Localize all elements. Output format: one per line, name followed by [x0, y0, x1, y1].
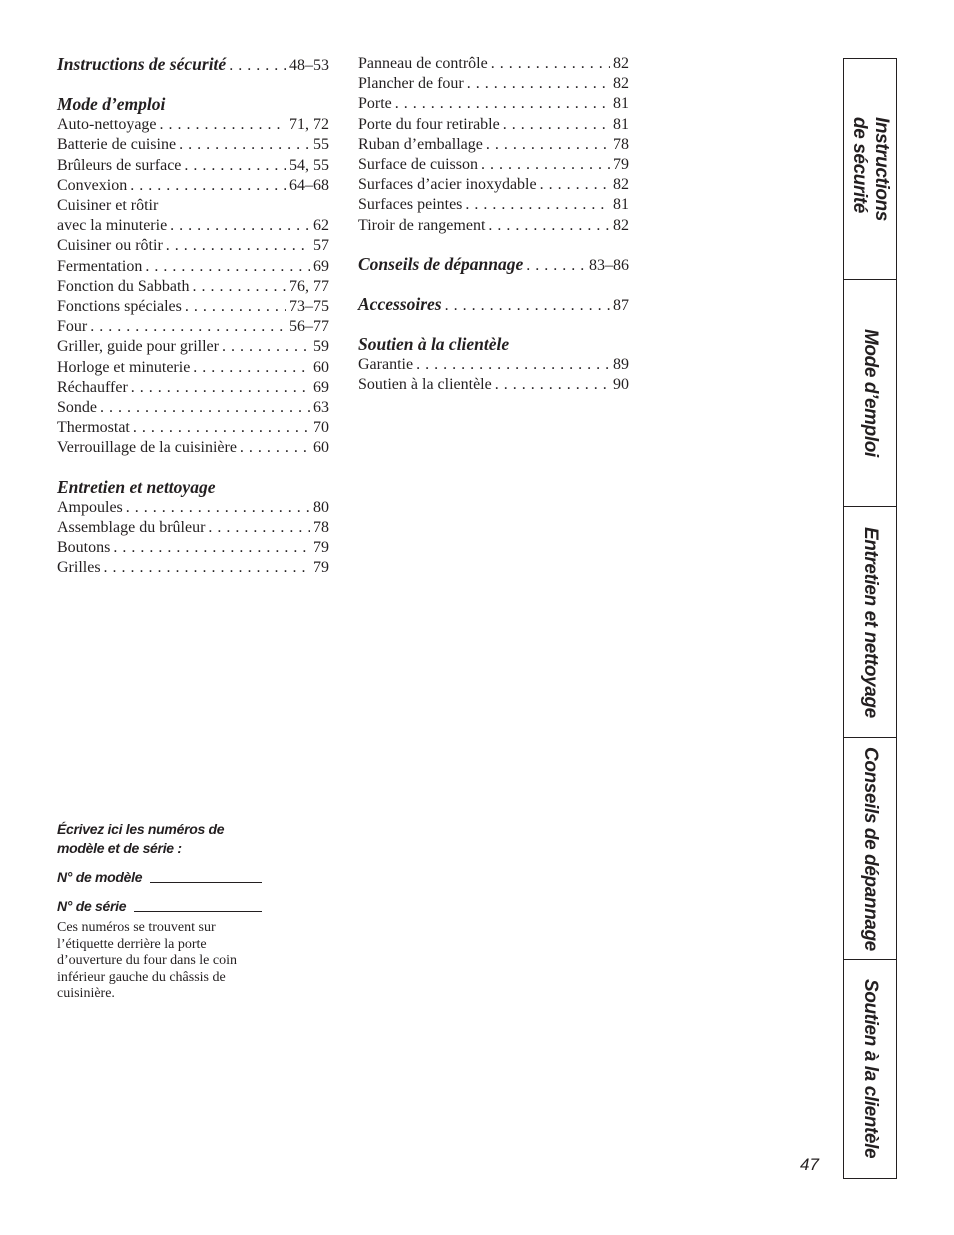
serial-heading: Écrivez ici les numéros de modèle et de série : [57, 821, 225, 856]
model-number-label: N° de modèle [57, 869, 143, 885]
entry-label: Conseils de dépannage [358, 253, 524, 274]
toc-entry [358, 294, 629, 316]
leader-dots [184, 156, 286, 176]
entry-page: 76, 77 [289, 277, 329, 295]
leader-dots [229, 56, 286, 76]
entry-page: 69 [313, 378, 329, 396]
entry-page: 82 [613, 176, 629, 194]
toc-entry [358, 254, 629, 276]
entry-label: Batterie de cuisine [57, 136, 177, 154]
entry-page: 82 [613, 55, 629, 72]
toc-entry [57, 176, 329, 196]
entry-page: 81 [613, 115, 629, 133]
entry-page: 79 [613, 156, 629, 174]
entry-page: 63 [313, 399, 329, 417]
tab-conseils-depannage[interactable] [844, 738, 896, 960]
leader-dots [185, 297, 286, 317]
serial-number-line[interactable] [134, 897, 262, 912]
entry-label: Four [57, 318, 88, 336]
entry-label: Instructions de sécurité [57, 54, 227, 74]
section-heading: Soutien à la clientèle [358, 334, 510, 355]
entry-page: 90 [613, 376, 629, 394]
entry-label: Boutons [57, 539, 111, 557]
toc-entry [57, 438, 329, 458]
entry-label: Ampoules [57, 498, 123, 516]
leader-dots [145, 257, 310, 277]
tab-label: Entretien et nettoyage [860, 526, 881, 718]
entry-page: 55 [313, 136, 329, 154]
tab-label-line2: de sécurité [849, 117, 870, 213]
leader-dots [160, 115, 286, 135]
toc-entry [57, 358, 329, 378]
entry-label: Horloge et minuterie [57, 358, 191, 376]
entry-label: Fonctions spéciales [57, 298, 182, 316]
entry-page: 70 [313, 419, 329, 437]
toc-entry [57, 498, 329, 518]
entry-label: Plancher de four [358, 75, 464, 93]
entry-page: 87 [613, 297, 629, 315]
entry-label: Auto-nettoyage [57, 116, 157, 134]
entry-page: 82 [613, 216, 629, 234]
tab-mode-emploi[interactable] [844, 280, 896, 507]
entry-page: 59 [313, 338, 329, 356]
leader-dots [486, 135, 610, 155]
entry-label: Soutien à la clientèle [358, 376, 492, 394]
leader-dots [166, 236, 310, 256]
entry-label: Thermostat [57, 419, 130, 437]
tab-soutien-clientele[interactable] [844, 960, 896, 1178]
tab-label: Mode d’emploi [860, 329, 881, 457]
toc-entry [358, 175, 629, 195]
toc-entry [57, 216, 329, 236]
entry-label-continued: Cuisiner et rôtir [57, 197, 159, 215]
leader-dots [540, 175, 610, 195]
section-soutien [358, 334, 629, 395]
serial-number-label: N° de série [57, 898, 127, 914]
toc-entry [57, 115, 329, 135]
entry-page: 57 [313, 237, 329, 255]
section-entretien [57, 477, 329, 579]
entry-page: 80 [313, 498, 329, 516]
toc-entry [57, 398, 329, 418]
leader-dots [526, 256, 586, 276]
leader-dots [491, 54, 610, 74]
entry-label: Fermentation [57, 257, 143, 275]
entry-page: 71, 72 [289, 116, 329, 134]
toc-entry [57, 518, 329, 538]
entry-label: Assemblage du brûleur [57, 518, 206, 536]
toc-entry [358, 155, 629, 175]
entry-page: 79 [313, 539, 329, 557]
entry-page: 54, 55 [289, 156, 329, 174]
toc-entry [57, 418, 329, 438]
entry-page: 81 [613, 196, 629, 214]
entry-label: Accessoires [358, 294, 442, 315]
toc-entry [57, 317, 329, 337]
section-heading: Mode d’emploi [57, 94, 166, 115]
model-number-line[interactable] [150, 868, 262, 883]
leader-dots [222, 337, 310, 357]
leader-dots [100, 398, 310, 418]
leader-dots [90, 317, 286, 337]
side-tabs [843, 58, 897, 1179]
section-depannage [358, 254, 629, 276]
entry-page: 78 [613, 135, 629, 153]
entry-page: 56–77 [289, 318, 329, 336]
leader-dots [170, 216, 310, 236]
entry-page: 60 [313, 358, 329, 376]
leader-dots [131, 378, 310, 398]
entry-label: Porte [358, 95, 392, 113]
serial-note: Ces numéros se trouvent sur l’étiquette derrière la porte d’ouverture du four dans le coin inférieur gauche du châssis de cuisinière. [57, 920, 237, 1001]
toc-entry [57, 277, 329, 297]
toc-entry [57, 538, 329, 558]
tab-entretien-nettoyage[interactable] [844, 507, 896, 738]
toc-entry [358, 54, 629, 74]
serial-number-field[interactable] [57, 897, 262, 916]
entry-page: 78 [313, 518, 329, 536]
tab-label-line1: Instructions [871, 117, 892, 221]
entry-label: Surfaces d’acier inoxydable [358, 176, 537, 194]
section-heading: Entretien et nettoyage [57, 476, 216, 497]
leader-dots [104, 558, 310, 578]
leader-dots [465, 195, 610, 215]
leader-dots [179, 135, 310, 155]
index-column-left [57, 54, 329, 596]
entry-page: 83–86 [589, 256, 629, 274]
toc-entry [57, 337, 329, 357]
entry-label: Cuisiner ou rôtir [57, 237, 163, 255]
toc-entry [57, 558, 329, 578]
tab-label [848, 117, 892, 221]
toc-entry [57, 54, 329, 76]
leader-dots [208, 518, 310, 538]
entry-label: Panneau de contrôle [358, 55, 488, 72]
toc-entry [57, 135, 329, 155]
entry-label: Sonde [57, 399, 97, 417]
entry-label: Garantie [358, 356, 414, 374]
leader-dots [495, 375, 610, 395]
toc-entry [57, 297, 329, 317]
toc-entry [358, 375, 629, 395]
leader-dots [416, 355, 610, 375]
entry-page: 64–68 [289, 176, 329, 194]
entry-page: 69 [313, 257, 329, 275]
leader-dots [133, 418, 310, 438]
entry-label: Fonction du Sabbath [57, 277, 190, 295]
toc-entry [57, 378, 329, 398]
leader-dots [193, 358, 310, 378]
leader-dots [467, 74, 610, 94]
entry-page: 48–53 [289, 57, 329, 74]
entry-label: Ruban d’emballage [358, 135, 483, 153]
entry-label: Brûleurs de surface [57, 156, 182, 174]
entry-label: Porte du four retirable [358, 115, 500, 133]
toc-entry [57, 236, 329, 256]
entry-label: Surfaces peintes [358, 196, 463, 214]
leader-dots [481, 155, 610, 175]
leader-dots [192, 277, 286, 297]
leader-dots [488, 216, 610, 236]
leader-dots [113, 538, 310, 558]
leader-dots [503, 115, 610, 135]
section-accessoires [358, 294, 629, 316]
page-number: 47 [800, 1155, 819, 1174]
toc-entry [358, 195, 629, 215]
toc-entry [57, 257, 329, 277]
toc-entry [358, 115, 629, 135]
entry-label: Tiroir de rangement [358, 216, 486, 234]
entry-label: Grilles [57, 559, 101, 577]
index-column-right [358, 54, 629, 414]
leader-dots [395, 94, 610, 114]
section-mode-emploi [57, 94, 329, 458]
entry-page: 89 [613, 356, 629, 374]
entry-page: 73–75 [289, 298, 329, 316]
leader-dots [130, 176, 286, 196]
tab-label: Conseils de dépannage [860, 746, 881, 951]
toc-entry [358, 216, 629, 236]
entry-label: avec la minuterie [57, 217, 168, 235]
entry-label: Surface de cuisson [358, 156, 478, 174]
toc-entry [358, 135, 629, 155]
section-instructions-securite [57, 54, 329, 76]
model-serial-box [57, 820, 262, 1003]
entry-page: 81 [613, 95, 629, 113]
toc-entry [358, 74, 629, 94]
model-number-field[interactable] [57, 868, 262, 887]
entry-page: 82 [613, 75, 629, 93]
leader-dots [240, 438, 310, 458]
entry-page: 79 [313, 559, 329, 577]
toc-entry [57, 156, 329, 176]
entry-label: Convexion [57, 176, 128, 194]
entry-label: Verrouillage de la cuisinière [57, 439, 237, 457]
entry-label: Griller, guide pour griller [57, 338, 219, 356]
leader-dots [126, 498, 310, 518]
tab-instructions-securite[interactable] [844, 59, 896, 280]
tab-label: Soutien à la clientèle [860, 979, 881, 1159]
toc-entry [358, 94, 629, 114]
entry-label: Réchauffer [57, 378, 128, 396]
entry-page: 62 [313, 217, 329, 235]
entry-page: 60 [313, 439, 329, 457]
leader-dots [445, 296, 610, 316]
toc-entry [358, 355, 629, 375]
section-entretien-continued [358, 54, 629, 236]
